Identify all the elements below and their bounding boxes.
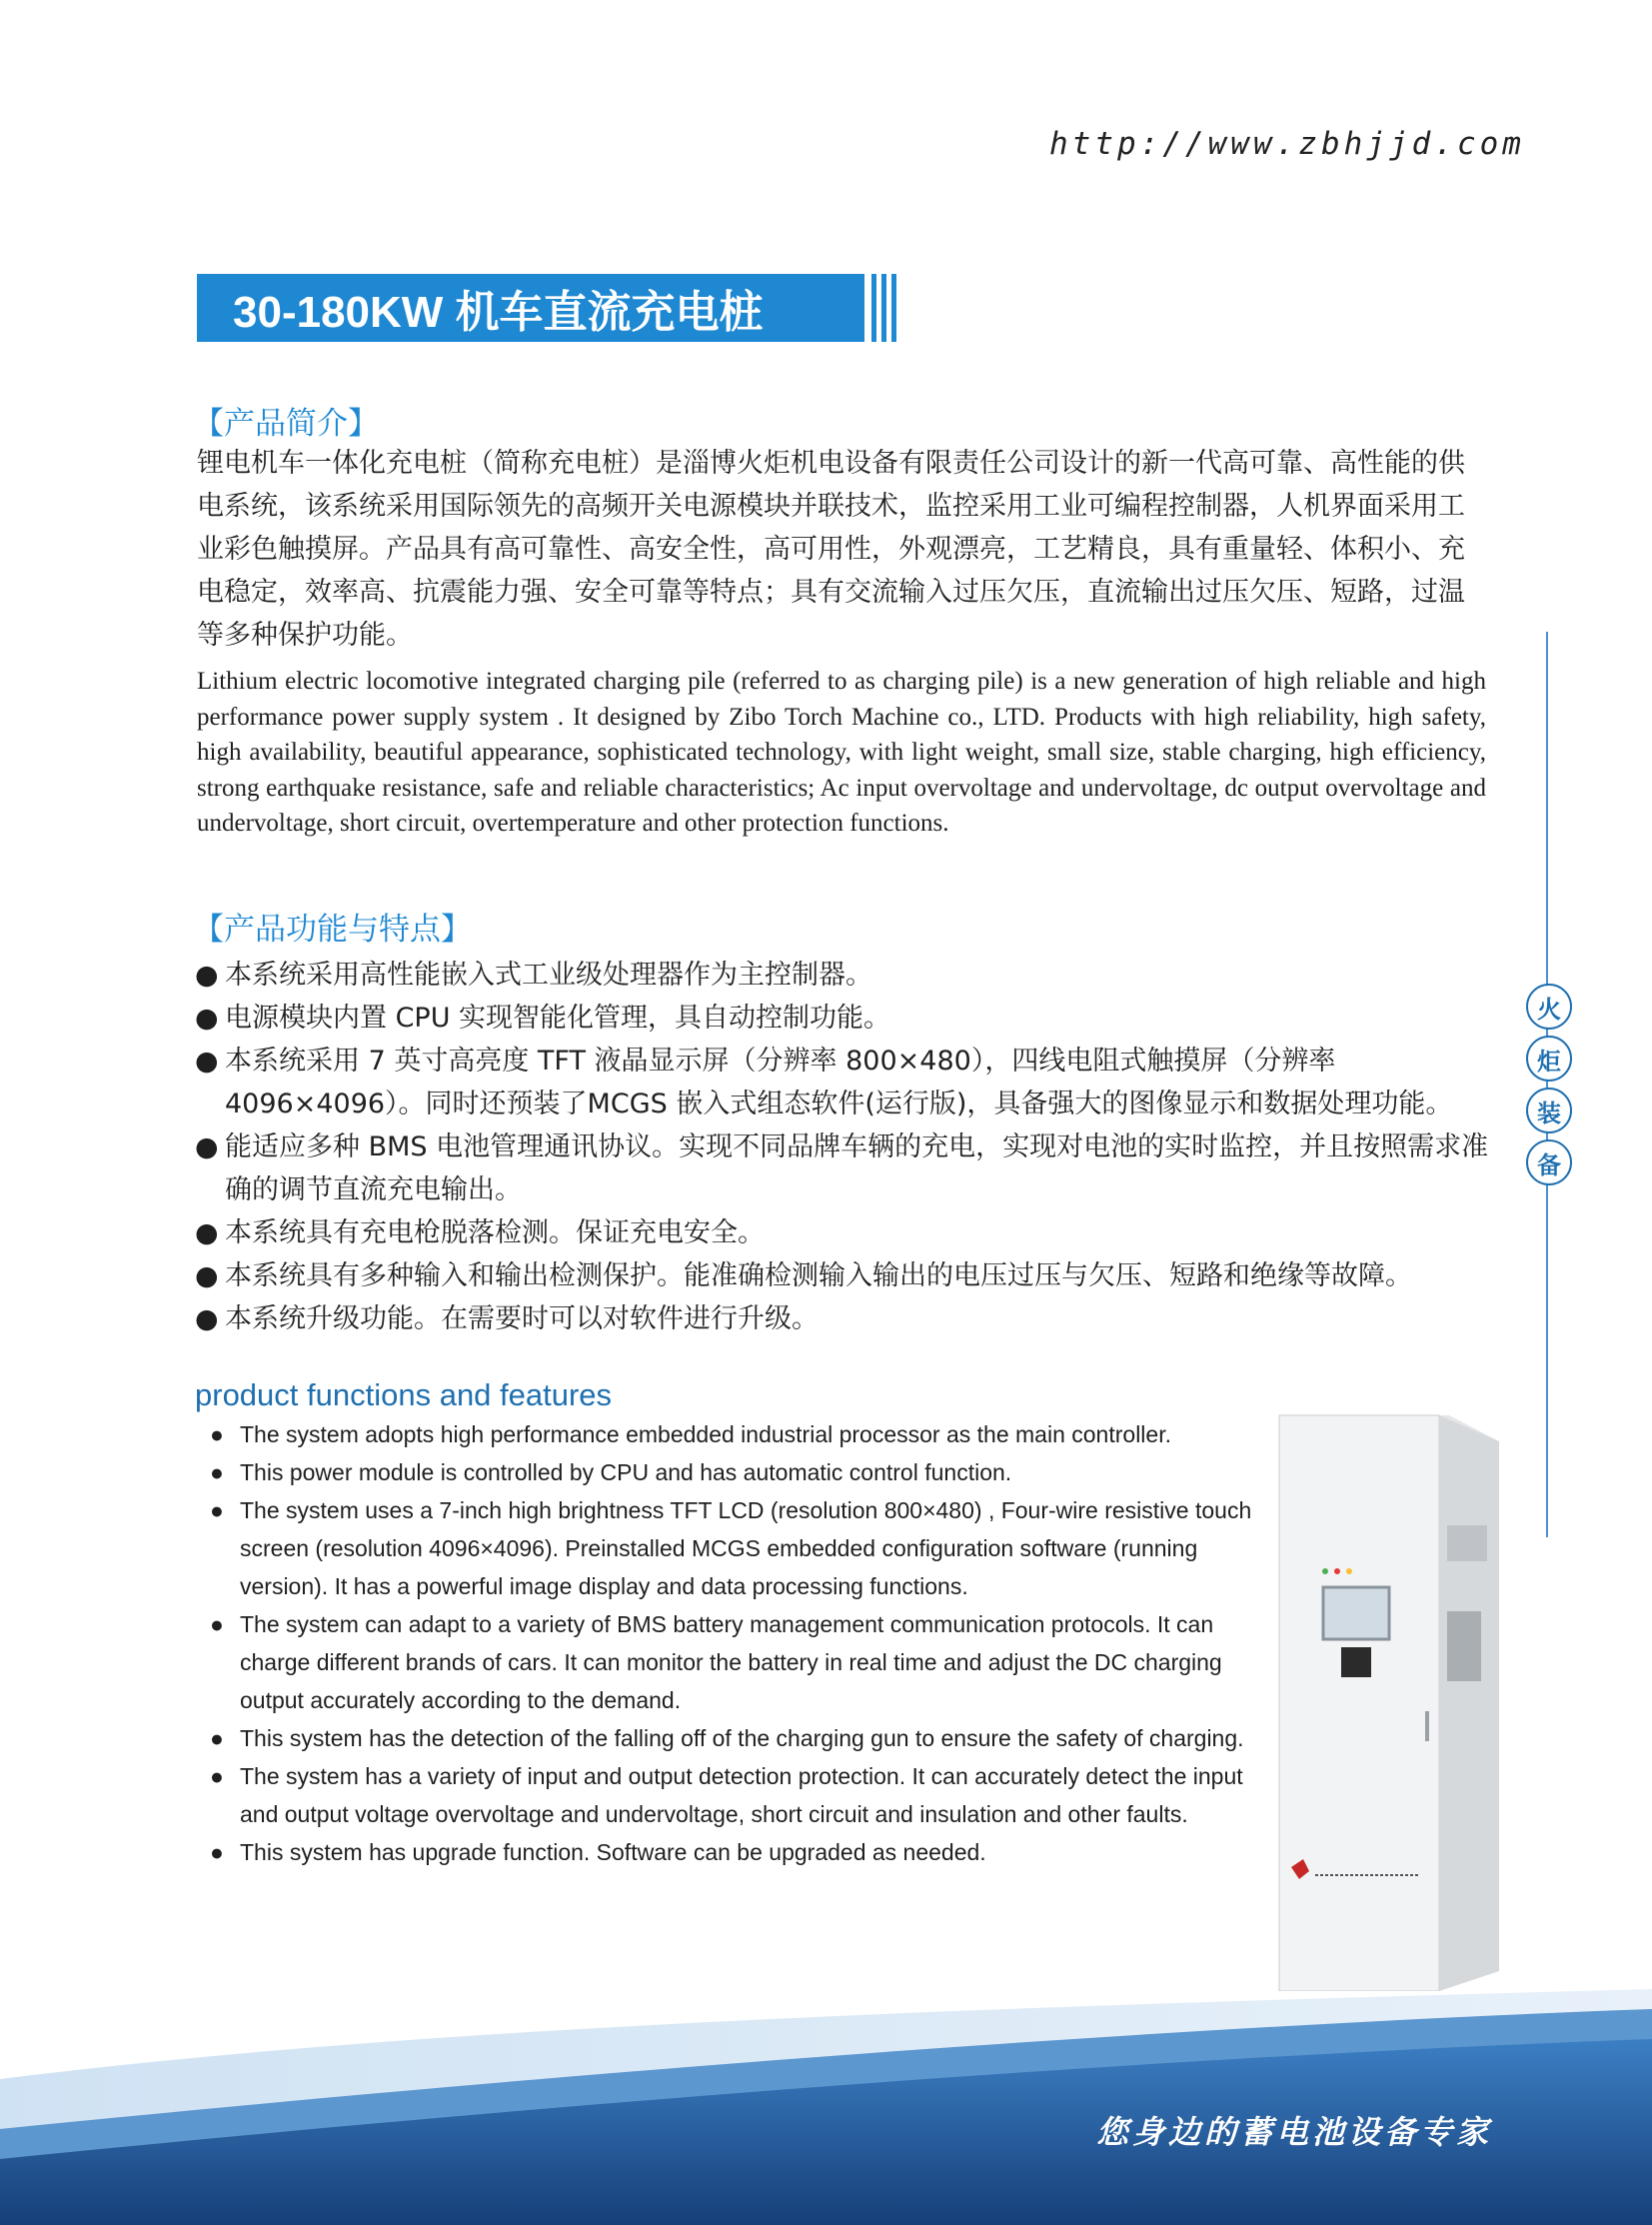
features-en-heading: product functions and features bbox=[195, 1377, 613, 1412]
bullet-icon: ● bbox=[195, 1303, 219, 1334]
cabinet-front bbox=[1279, 1415, 1439, 1991]
side-badge: 装 bbox=[1526, 1088, 1572, 1133]
bullet-icon: ● bbox=[210, 1497, 224, 1523]
bullet-icon: ● bbox=[210, 1611, 224, 1637]
website-url: http://www.zbhjjd.com bbox=[1049, 126, 1525, 162]
bullet-icon: ● bbox=[195, 1131, 219, 1162]
list-item: ● This power module is controlled by CPU and has automatic control function. bbox=[210, 1453, 1264, 1491]
bullet-icon: ● bbox=[195, 1217, 219, 1248]
list-item: ● The system uses a 7-inch high brightness TFT LCD (resolution 800×480) , Four-wire resistive touch screen (resolution 4096×4096). Preinstalled MCGS embedded configuration software (running version). It has a powerful image display and data processing functions. bbox=[210, 1491, 1264, 1605]
bullet-icon: ● bbox=[195, 960, 219, 991]
list-item: ● This system has upgrade function. Software can be upgraded as needed. bbox=[210, 1833, 1264, 1871]
list-item: ● This system has the detection of the falling off of the charging gun to ensure the safety of charging. bbox=[210, 1719, 1264, 1757]
list-item: ● 本系统具有充电枪脱落检测。保证充电安全。 bbox=[195, 1211, 1489, 1254]
list-item: ● 电源模块内置 CPU 实现智能化管理，具自动控制功能。 bbox=[195, 997, 1489, 1040]
side-badge: 备 bbox=[1526, 1139, 1572, 1185]
cabinet-right-panel bbox=[1439, 1415, 1499, 1991]
side-badge: 火 bbox=[1526, 984, 1572, 1030]
title-stripes-decoration bbox=[871, 274, 905, 342]
list-item: ● 本系统采用高性能嵌入式工业级处理器作为主控制器。 bbox=[195, 954, 1489, 997]
list-item: ● 能适应多种 BMS 电池管理通讯协议。实现不同品牌车辆的充电，实现对电池的实时监控，并且按照需求准确的调节直流充电输出。 bbox=[195, 1125, 1489, 1211]
list-item: ● The system has a variety of input and output detection protection. It can accurately detect the input and output voltage overvoltage and undervoltage, short circuit and insulation and other faults. bbox=[210, 1757, 1264, 1833]
charging-gun-holder bbox=[1447, 1611, 1481, 1681]
bullet-icon: ● bbox=[210, 1459, 224, 1485]
indicator-red bbox=[1334, 1568, 1340, 1574]
features-cn-list bbox=[195, 954, 1489, 1340]
footer-slogan: 您身边的蓄电池设备专家 bbox=[1095, 2113, 1492, 2151]
touch-screen bbox=[1323, 1587, 1389, 1639]
side-holster bbox=[1447, 1525, 1487, 1561]
list-item: ● 本系统采用 7 英寸高亮度 TFT 液晶显示屏（分辨率 800×480），四线电阻式触摸屏（分辨率 4096×4096）。同时还预装了MCGS 嵌入式组态软件(运行版)，具备强大的图像显示和数据处理功能。 bbox=[195, 1040, 1489, 1125]
bullet-icon: ● bbox=[210, 1421, 224, 1447]
bullet-icon: ● bbox=[210, 1839, 224, 1865]
bullet-icon: ● bbox=[195, 1260, 219, 1291]
page-title bbox=[197, 274, 864, 342]
features-cn-heading: 【产品功能与特点】 bbox=[193, 912, 472, 948]
intro-heading: 【产品简介】 bbox=[193, 406, 379, 442]
list-item: ● 本系统具有多种输入和输出检测保护。能准确检测输入输出的电压过压与欠压、短路和绝缘等故障。 bbox=[195, 1254, 1489, 1297]
intro-cn-paragraph: 锂电机车一体化充电桩（简称充电桩）是淄博火炬机电设备有限责任公司设计的新一代高可靠、高性能的供电系统，该系统采用国际领先的高频开关电源模块并联技术，监控采用工业可编程控制器，人机界面采用工业彩色触摸屏。产品具有高可靠性、高安全性，高可用性，外观漂亮，工艺精良，具有重量轻、体积小、充电稳定，效率高、抗震能力强、安全可靠等特点；具有交流输入过压欠压，直流输出过压欠压、短路，过温等多种保护功能。 bbox=[197, 448, 1465, 651]
features-en-list bbox=[210, 1415, 1264, 1871]
bullet-icon: ● bbox=[195, 1003, 219, 1034]
intro-en-paragraph: Lithium electric locomotive integrated charging pile (referred to as charging pile) is a new generation of high reliable and high performance power supply system . It designed by Zibo Torch Machine co., LTD. Products with high reliability, high safety, high availability, beautiful appearance, sophisticated technology, with light weight, small size, stable charging, high efficiency, strong earthquake resistance, safe and reliable characteristics; Ac input overvoltage and undervoltage, dc output overvoltage and undervoltage, short circuit, overtemperature and other protection functions. bbox=[197, 668, 1486, 837]
indicator-yellow bbox=[1346, 1568, 1352, 1574]
list-item: ● The system adopts high performance embedded industrial processor as the main controller. bbox=[210, 1415, 1264, 1453]
bullet-icon: ● bbox=[210, 1725, 224, 1751]
indicator-green bbox=[1322, 1568, 1328, 1574]
bullet-icon: ● bbox=[195, 1046, 219, 1077]
list-item: ● The system can adapt to a variety of BMS battery management communication protocols. It can charge different brands of cars. It can monitor the battery in real time and adjust the DC charging output accurately according to the demand. bbox=[210, 1605, 1264, 1719]
card-reader bbox=[1341, 1647, 1371, 1677]
side-badge: 炬 bbox=[1526, 1036, 1572, 1082]
side-vertical-line bbox=[1546, 632, 1548, 1537]
list-item: ● 本系统升级功能。在需要时可以对软件进行升级。 bbox=[195, 1297, 1489, 1340]
bullet-icon: ● bbox=[210, 1763, 224, 1789]
charger-cabinet-image bbox=[1269, 1411, 1509, 1991]
page-title-text: 30-180KW 机车直流充电桩 bbox=[233, 288, 764, 337]
door-handle bbox=[1425, 1711, 1429, 1741]
